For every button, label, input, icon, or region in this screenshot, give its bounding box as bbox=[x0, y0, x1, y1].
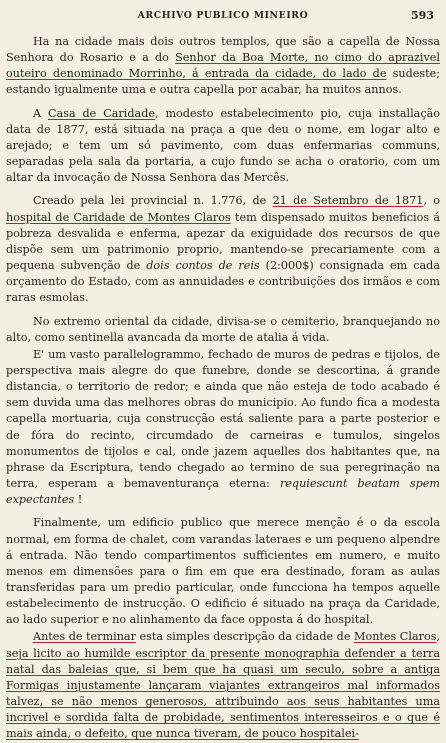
body-text bbox=[6, 34, 440, 743]
text-run: ! bbox=[74, 493, 83, 507]
paragraph bbox=[6, 106, 440, 187]
page-header bbox=[6, 8, 440, 22]
paragraph bbox=[6, 629, 440, 742]
highlighted-text: Montes Claros bbox=[354, 630, 437, 644]
italic-text: requiescunt beatam spem expectantes bbox=[6, 477, 441, 507]
text-run: E' um vasto parallelogrammo, fechado de muros de pedras e tijolos, de perspectiva mais alegre do que funebre, donde se descortina, á grande distancia, o territorio de redor; e ainda que não esteja de todo acabado é sem duvida uma das melhores obras do municipio. Ao fundo fica a modesta capella mortuaria, cuja construcção está saliente para a parte posterior e de fóra do recinto, circumdado de carneiras e tumulos, singelos monumentos de tijolos e cal, onde jazem aquelles dos habitantes que, na phrase da Escriptura, tendo chegado ao termino de sua peregrinação na terra, esperam a bemaventurança eterna: bbox=[6, 347, 440, 491]
highlighted-text: Casa de Caridade bbox=[47, 106, 155, 120]
paragraph bbox=[6, 34, 440, 99]
text-run: No extremo oriental da cidade, divisa-se o cemiterio, branquejando no alto, como sentinella avancada da morte de atalia á vida. bbox=[6, 314, 440, 344]
paragraph bbox=[6, 515, 440, 628]
text-run: Creado pela lei provincial n. 1.776, de bbox=[33, 194, 273, 208]
highlighted-text: Antes de terminar bbox=[33, 630, 136, 644]
text-run: , o bbox=[423, 194, 440, 208]
page-number: 593 bbox=[411, 9, 434, 22]
italic-text: dois contos de reis bbox=[146, 259, 260, 273]
text-run: A bbox=[33, 106, 48, 120]
text-run: (2:000$) consignada em cada orçamento do Estado, com as annuidades e contribuições dos irmãos e com raras esmolas. bbox=[6, 259, 440, 305]
highlighted-text: hospital de Caridade de Montes Claros bbox=[6, 210, 231, 224]
highlighted-text: Senhor da Boa Morte, no cimo do aprazivel outeiro denominado Morrinho, á entrada da cidade, do lado de bbox=[6, 51, 440, 81]
text-run: tem dispensado muitos beneficios á pobreza desvalida e enferma, apezar da exiguidade dos recursos de que dispõe sem um patrimonio proprio, mantendo-se precariamente com a pequena subvenção de bbox=[6, 210, 440, 273]
paragraph bbox=[6, 347, 440, 509]
text-run: sudeste; estando igualmente uma e outra capella por acabar, ha muitos annos. bbox=[6, 67, 440, 97]
text-run: Ha na cidade mais dois outros templos, que são a capella de Nossa Senhora do Rosario e a do bbox=[6, 35, 440, 65]
text-run: , modesto estabelecimento pio, cuja installação data de 1877, está situada na praça a que deu o nome, em logar alto e arejado; e tem um só pavimento, com duas enfermarias communs, separadas pela sala da portaria, a cujo fundo se acha o oratorio, com um altar da invocação de Nossa Senhora das Mercês. bbox=[6, 106, 440, 185]
text-run: esta simples descripção da cidade de bbox=[135, 630, 354, 644]
paragraph bbox=[6, 314, 440, 346]
text-run: , bbox=[436, 630, 441, 644]
text-run: Finalmente, um edificio publico que merece menção é o da escola normal, em forma de chalet, com varandas lateraes e um pequeno alpendre á entrada. Não tendo compartimentos sufficientes em numero, e muito menos em dimensões para o fim em que era destinado, foram as aulas transferidas para um predio particular, onde funcciona ha tempos aquelle estabelecimento de instrucção. O edificio é situado na praça da Caridade, ao lado superior e no alinhamento da face opposta á do hospital. bbox=[6, 516, 440, 627]
highlighted-text: seja licito ao humilde escriptor da presente monographia defender a terra natal das baleias que, si bem que ha quasi um seculo, sobre a antiga Formigas injustamente lançaram viajantes extrangeiros mal informados talvez, se não menos generosos, attribuindo aos seus habitantes uma incrivel e sordida falta de probidade, sentimentos interesseiros e o que é mais ainda, o defeito, que nunca tiveram, de pouco hospitalei- bbox=[6, 646, 440, 741]
highlighted-text: 21 de Setembro de 1871 bbox=[272, 194, 424, 208]
running-head: ARCHIVO PUBLICO MINEIRO bbox=[137, 10, 309, 21]
paragraph bbox=[6, 193, 440, 306]
